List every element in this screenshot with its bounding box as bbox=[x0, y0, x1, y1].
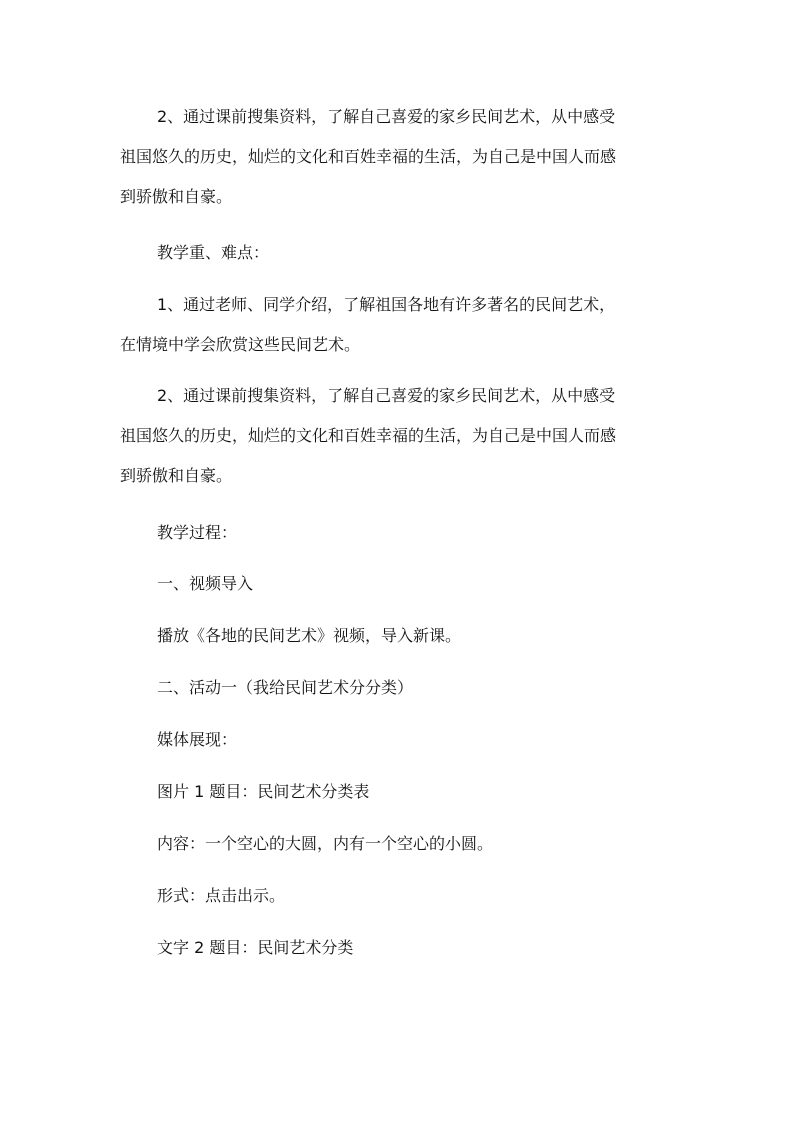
section-1-title bbox=[120, 564, 680, 604]
text-line: 到骄傲和自豪。 bbox=[120, 466, 233, 485]
paragraph-goal-2 bbox=[120, 97, 680, 217]
heading-text: 教学重、难点： bbox=[157, 243, 270, 262]
text-line: 形式：点击出示。 bbox=[157, 886, 286, 905]
text-line: 祖国悠久的历史，灿烂的文化和百姓幸福的生活，为自己是中国人而感 bbox=[120, 426, 617, 445]
text-line: 在情境中学会欣赏这些民间艺术。 bbox=[120, 335, 361, 354]
heading-text: 教学过程： bbox=[157, 523, 238, 542]
text-line: 2、通过课前搜集资料，了解自己喜爱的家乡民间艺术，从中感受 bbox=[157, 386, 616, 405]
paragraph-key-point-1 bbox=[120, 285, 680, 365]
text-line: 祖国悠久的历史，灿烂的文化和百姓幸福的生活，为自己是中国人而感 bbox=[120, 147, 617, 166]
section-title-text: 一、视频导入 bbox=[157, 574, 254, 593]
text-line: 文字 2 题目：民间艺术分类 bbox=[157, 938, 354, 957]
section-1-text bbox=[120, 616, 680, 656]
paragraph-key-point-2 bbox=[120, 376, 680, 496]
heading-key-points bbox=[120, 233, 680, 273]
text-line: 播放《各地的民间艺术》视频，导入新课。 bbox=[157, 626, 462, 645]
form-line bbox=[120, 876, 680, 916]
picture-1-line bbox=[120, 772, 680, 812]
text-line: 到骄傲和自豪。 bbox=[120, 187, 233, 206]
text-line: 媒体展现： bbox=[157, 730, 238, 749]
text-2-line bbox=[120, 928, 680, 968]
section-2-title bbox=[120, 668, 680, 708]
section-title-text: 二、活动一（我给民间艺术分分类） bbox=[157, 678, 414, 697]
text-line: 内容：一个空心的大圆，内有一个空心的小圆。 bbox=[157, 834, 494, 853]
content-line bbox=[120, 824, 680, 864]
text-line: 图片 1 题目：民间艺术分类表 bbox=[157, 782, 370, 801]
text-line: 1、通过老师、同学介绍，了解祖国各地有许多著名的民间艺术， bbox=[157, 295, 616, 314]
heading-process bbox=[120, 513, 680, 553]
media-label bbox=[120, 720, 680, 760]
text-line: 2、通过课前搜集资料，了解自己喜爱的家乡民间艺术，从中感受 bbox=[157, 107, 616, 126]
